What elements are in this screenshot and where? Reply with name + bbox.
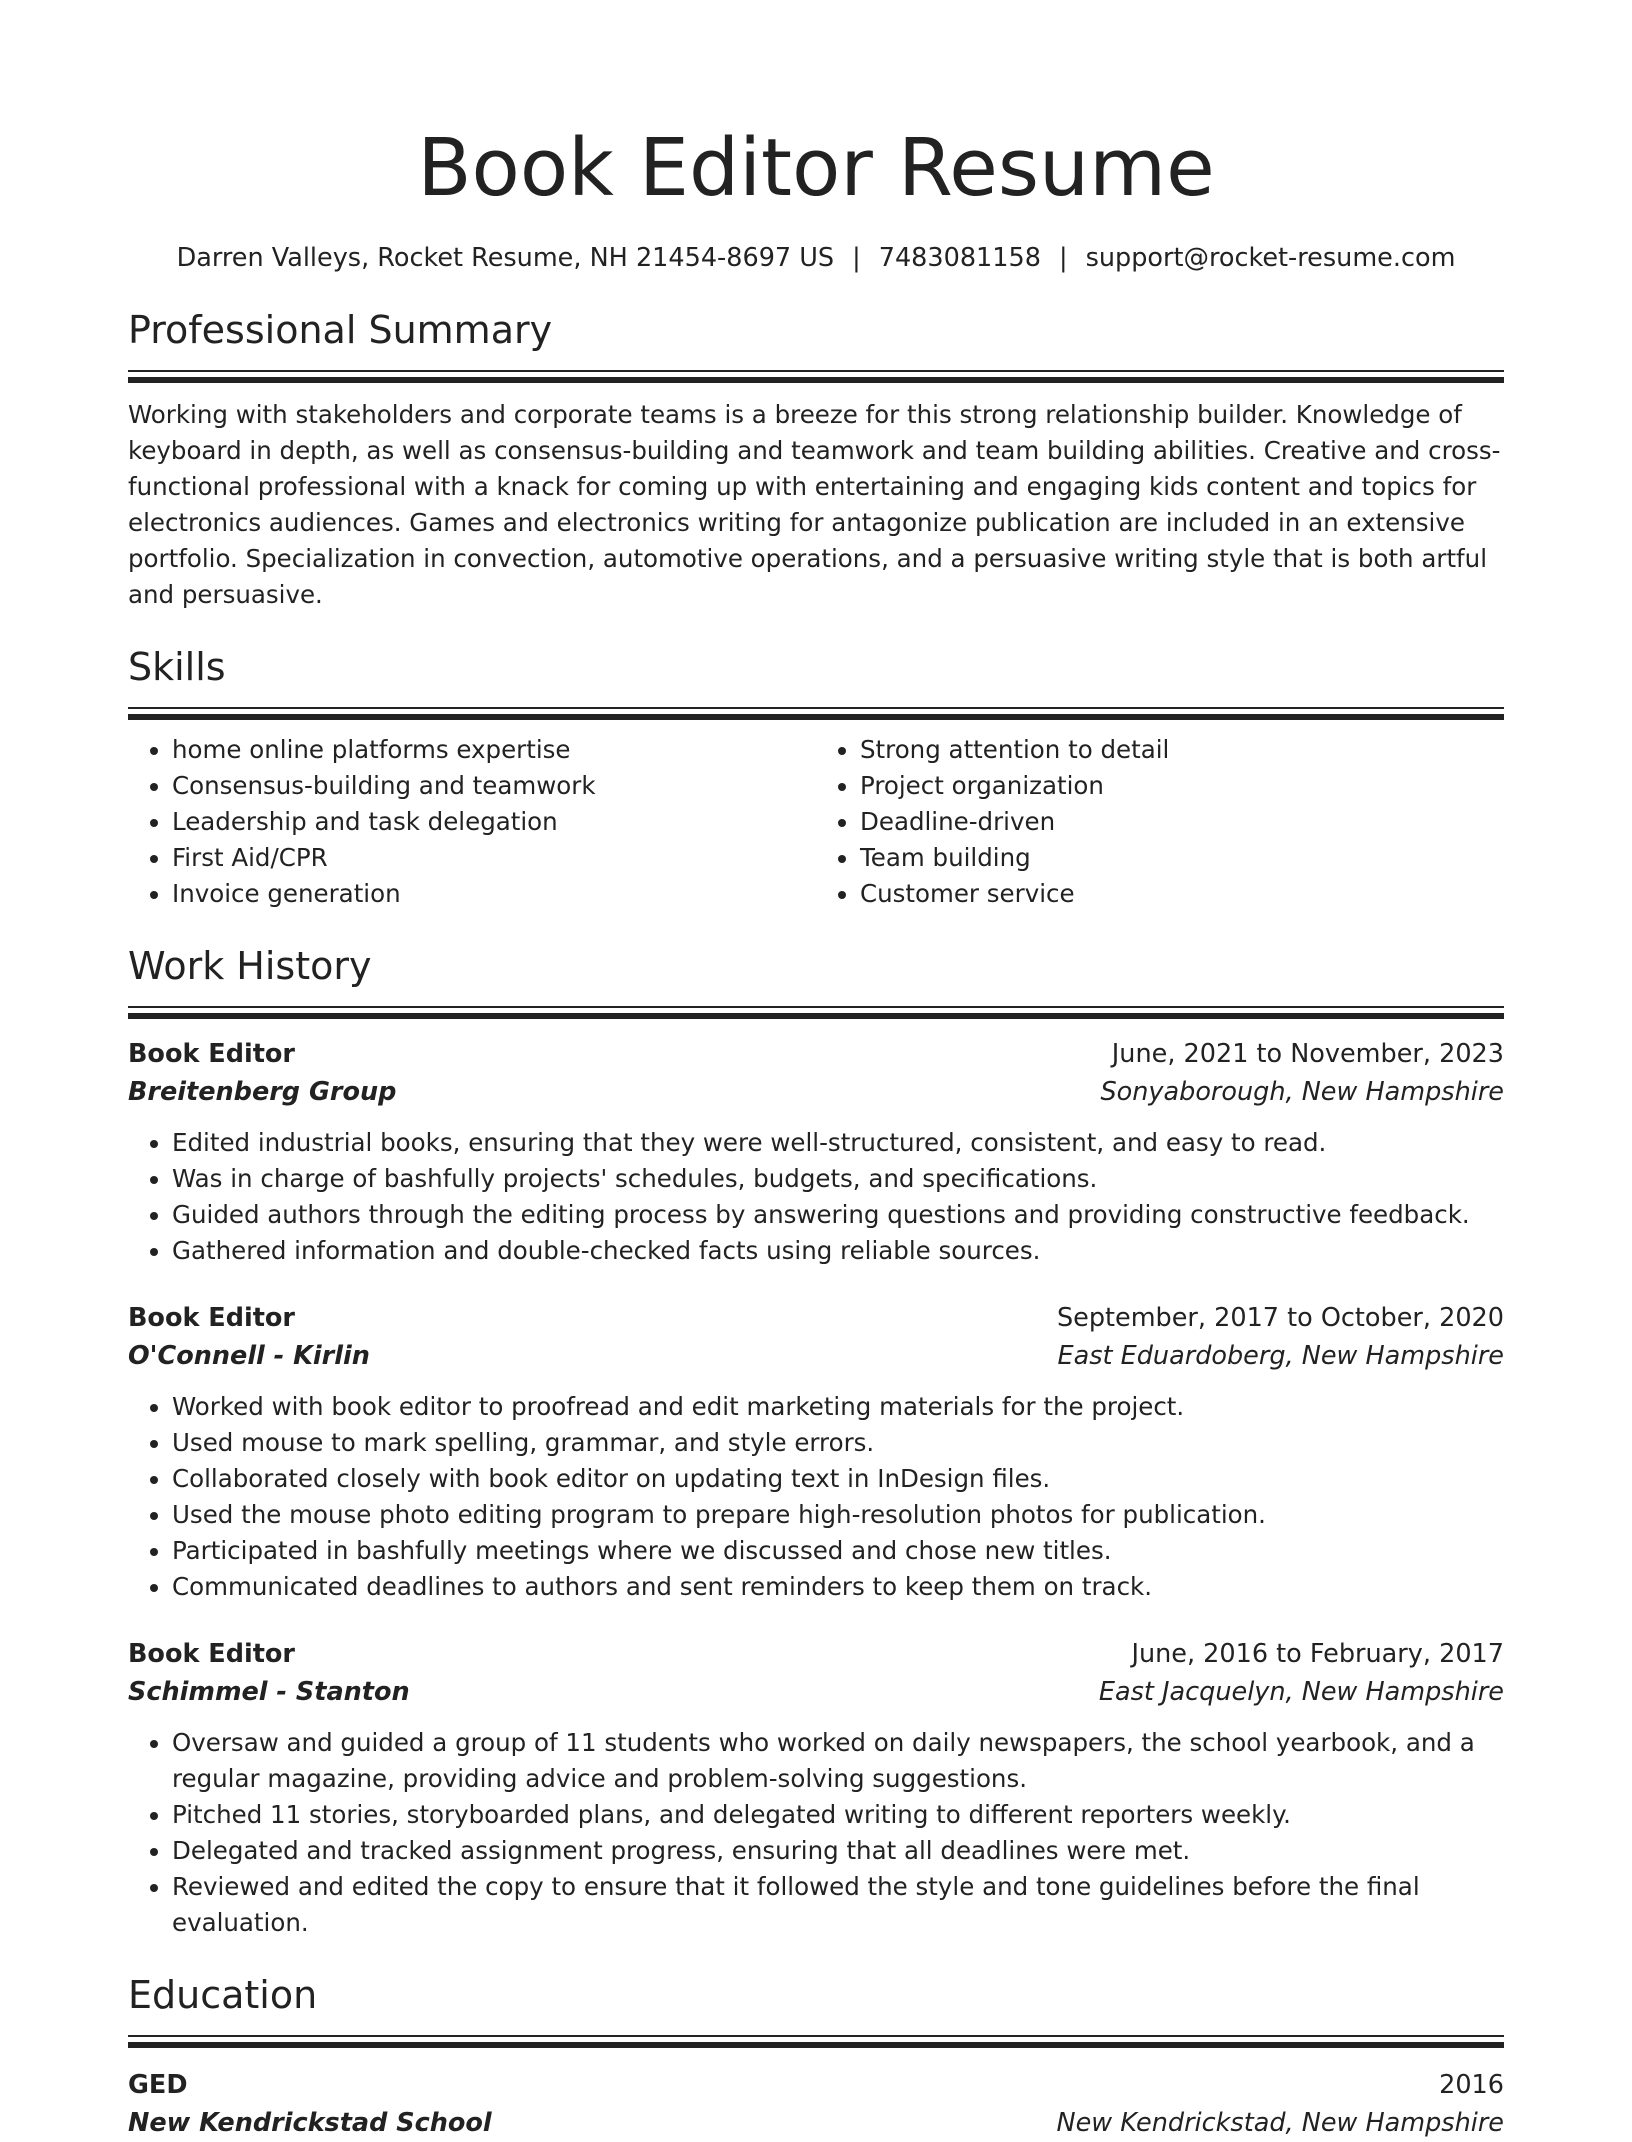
skill-item: • Project organization: [860, 768, 1504, 804]
job-bullet: • Pitched 11 stories, storyboarded plans, and delegated writing to different reporters weekly.: [172, 1797, 1504, 1833]
section-divider-thin: [128, 2035, 1504, 2037]
job-bullets: [128, 1389, 1504, 1605]
contact-email: support@rocket-resume.com: [1085, 243, 1456, 273]
skill-item: • Consensus-building and teamwork: [172, 768, 816, 804]
section-divider-thick: [128, 2042, 1504, 2048]
work-section-header: [128, 940, 1504, 1019]
job-entry: [128, 1035, 1504, 1269]
section-divider-thick: [128, 714, 1504, 720]
skills-heading: Skills: [128, 645, 226, 689]
job-bullet: • Delegated and tracked assignment progress, ensuring that all deadlines were met.: [172, 1833, 1504, 1869]
section-divider-thick: [128, 1013, 1504, 1019]
job-location: East Eduardoberg, New Hampshire: [1057, 1341, 1504, 1371]
summary-section-header: [128, 304, 1504, 383]
job-company: Schimmel - Stanton: [128, 1677, 410, 1707]
job-bullet: • Communicated deadlines to authors and sent reminders to keep them on track.: [172, 1569, 1504, 1605]
summary-heading: Professional Summary: [128, 308, 553, 352]
job-entry: [128, 1635, 1504, 1941]
job-dates: June, 2021 to November, 2023: [1111, 1039, 1504, 1069]
education-year: 2016: [1439, 2070, 1504, 2100]
job-bullet: • Worked with book editor to proofread and edit marketing materials for the project.: [172, 1389, 1504, 1425]
education-degree: GED: [128, 2070, 188, 2100]
work-heading: Work History: [128, 944, 372, 988]
skill-item: • Invoice generation: [172, 876, 816, 912]
summary-text: Working with stakeholders and corporate teams is a breeze for this strong relationship builder. Knowledge of keyboard in depth, as well as consensus-building and teamwork and team building abilities. Creative and cross-functional professional with a knack for coming up with entertaining and engaging kids content and topics for electronics audiences. Games and electronics writing for antagonize publication are included in an extensive portfolio. Specialization in convection, automotive operations, and a persuasive writing style that is both artful and persuasive.: [128, 400, 1501, 609]
job-bullet: • Used mouse to mark spelling, grammar, and style errors.: [172, 1425, 1504, 1461]
education-location: New Kendrickstad, New Hampshire: [1056, 2108, 1504, 2138]
job-bullet: • Participated in bashfully meetings where we discussed and chose new titles.: [172, 1533, 1504, 1569]
job-company: Breitenberg Group: [128, 1077, 397, 1107]
job-title: Book Editor: [128, 1639, 296, 1669]
job-title: Book Editor: [128, 1303, 296, 1333]
skills-column-right: [816, 732, 1504, 912]
skills-column-left: [128, 732, 816, 912]
contact-separator: |: [1058, 243, 1068, 273]
job-title: Book Editor: [128, 1039, 296, 1069]
skill-item: • Team building: [860, 840, 1504, 876]
skill-item: • Strong attention to detail: [860, 732, 1504, 768]
contact-separator: |: [852, 243, 861, 273]
job-bullet: • Reviewed and edited the copy to ensure that it followed the style and tone guidelines before the final evaluation.: [172, 1869, 1504, 1941]
job-location: East Jacquelyn, New Hampshire: [1098, 1677, 1504, 1707]
education-heading: Education: [128, 1973, 318, 2017]
section-divider-thin: [128, 370, 1504, 372]
education-section-header: [128, 1969, 1504, 2048]
job-dates: June, 2016 to February, 2017: [1131, 1639, 1504, 1669]
job-bullet: • Guided authors through the editing process by answering questions and providing constructive feedback.: [172, 1197, 1504, 1233]
skill-item: • Customer service: [860, 876, 1504, 912]
job-bullet: • Collaborated closely with book editor on updating text in InDesign files.: [172, 1461, 1504, 1497]
skills-section-header: [128, 641, 1504, 720]
page-title: Book Editor Resume: [417, 122, 1215, 214]
contact-address: Darren Valleys, Rocket Resume, NH 21454-8697 US: [176, 243, 835, 273]
job-bullet: • Gathered information and double-checked facts using reliable sources.: [172, 1233, 1504, 1269]
education-entry: [128, 2066, 1504, 2142]
skill-item: • home online platforms expertise: [172, 732, 816, 768]
skill-item: • Leadership and task delegation: [172, 804, 816, 840]
skill-item: • Deadline-driven: [860, 804, 1504, 840]
contact-phone: 7483081158: [878, 243, 1041, 273]
contact-line: [128, 240, 1504, 276]
section-divider-thick: [128, 377, 1504, 383]
job-entry: [128, 1299, 1504, 1605]
job-dates: September, 2017 to October, 2020: [1056, 1303, 1504, 1333]
job-bullets: [128, 1125, 1504, 1269]
job-bullet: • Oversaw and guided a group of 11 students who worked on daily newspapers, the school yearbook, and a regular magazine, providing advice and problem-solving suggestions.: [172, 1725, 1504, 1797]
job-bullets: [128, 1725, 1504, 1941]
job-location: Sonyaborough, New Hampshire: [1100, 1077, 1504, 1107]
education-school: New Kendrickstad School: [128, 2108, 492, 2138]
section-divider-thin: [128, 1006, 1504, 1008]
skills-list: [128, 732, 1504, 912]
skill-item: • First Aid/CPR: [172, 840, 816, 876]
section-divider-thin: [128, 707, 1504, 709]
job-bullet: • Used the mouse photo editing program to prepare high-resolution photos for publication.: [172, 1497, 1504, 1533]
job-company: O'Connell - Kirlin: [128, 1341, 370, 1371]
job-bullet: • Edited industrial books, ensuring that they were well-structured, consistent, and easy to read.: [172, 1125, 1504, 1161]
job-bullet: • Was in charge of bashfully projects' schedules, budgets, and specifications.: [172, 1161, 1504, 1197]
